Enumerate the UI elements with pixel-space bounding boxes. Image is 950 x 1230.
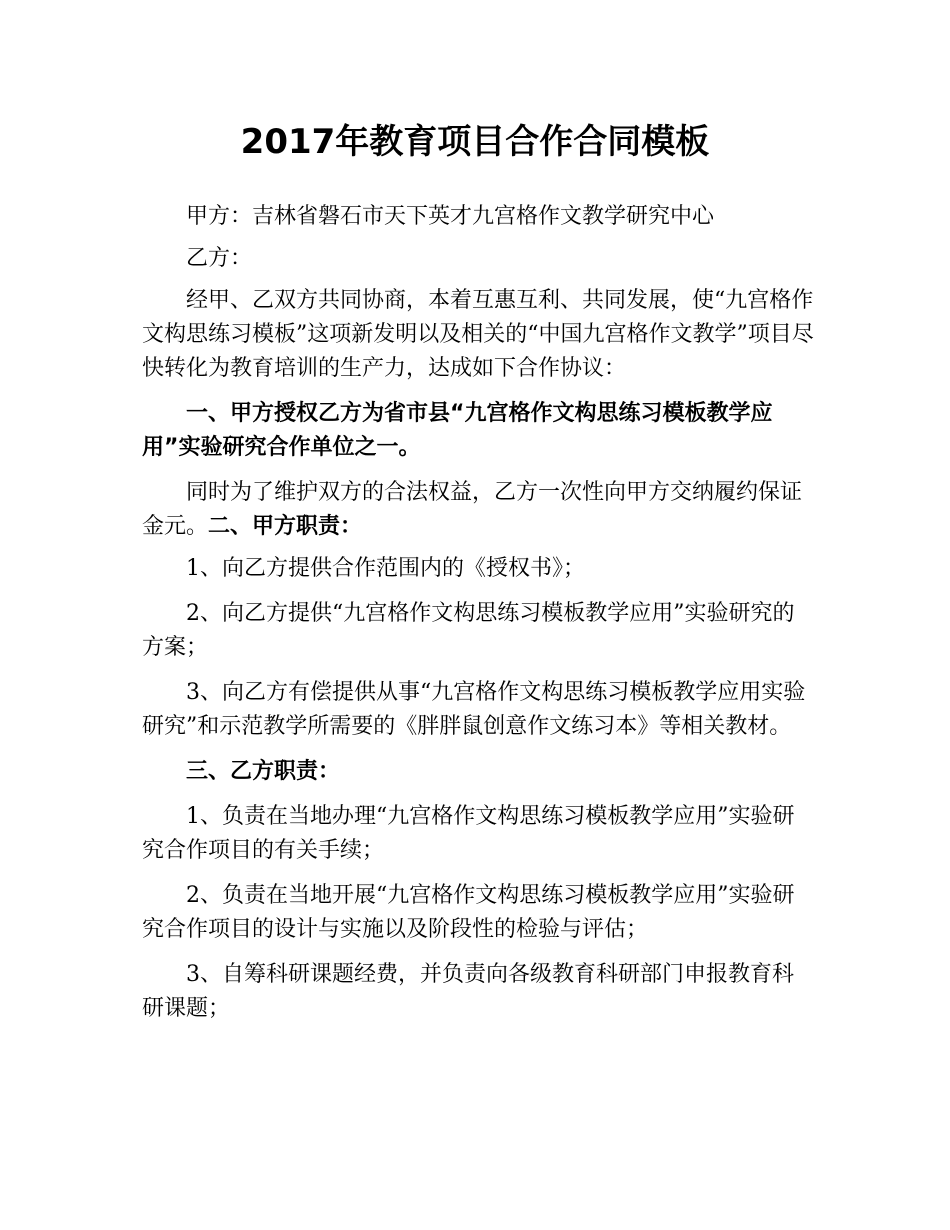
party-b-duty-3: 3、自筹科研课题经费，并负责向各级教育科研部门申报教育科研课题； — [142, 962, 794, 1021]
party-b-line: 乙方： — [186, 246, 253, 271]
intro-paragraph: 经甲、乙双方共同协商，本着互惠互利、共同发展，使“九宫格作文构思练习模板”这项新发明以及相关的“中国九宫格作文教学”项目尽快转化为教育培训的生产力，达成如下合作协议： — [142, 288, 814, 381]
party-a-line: 甲方：吉林省磐石市天下英才九宫格作文教学研究中心 — [186, 204, 715, 229]
party-a-duty-1: 1、向乙方提供合作范围内的《授权书》； — [186, 556, 585, 581]
section-1-heading: 一、甲方授权乙方为省市县“九宫格作文构思练习模板教学应用”实验研究合作单位之一。 — [142, 401, 773, 460]
party-a-duty-2: 2、向乙方提供“九宫格作文构思练习模板教学应用”实验研究的方案； — [142, 601, 795, 660]
document-title: 2017年教育项目合作合同模板 — [240, 122, 710, 162]
section-1-paragraph — [142, 476, 814, 544]
party-b-duty-1: 1、负责在当地办理“九宫格作文构思练习模板教学应用”实验研究合作项目的有关手续； — [142, 804, 795, 863]
party-a-duty-3: 3、向乙方有偿提供从事“九宫格作文构思练习模板教学应用实验研究”和示范教学所需要的《胖胖鼠创意作文练习本》等相关教材。 — [142, 680, 806, 739]
section-3-heading: 三、乙方职责： — [186, 759, 341, 784]
document-body — [142, 200, 814, 1026]
section-1-text: 同时为了维护双方的合法权益，乙方一次性向甲方交纳履约保证金元。 — [142, 480, 803, 539]
section-2-heading: 二、甲方职责： — [208, 514, 363, 539]
party-b-duty-2: 2、负责在当地开展“九宫格作文构思练习模板教学应用”实验研究合作项目的设计与实施以及阶段性的检验与评估； — [142, 883, 795, 942]
